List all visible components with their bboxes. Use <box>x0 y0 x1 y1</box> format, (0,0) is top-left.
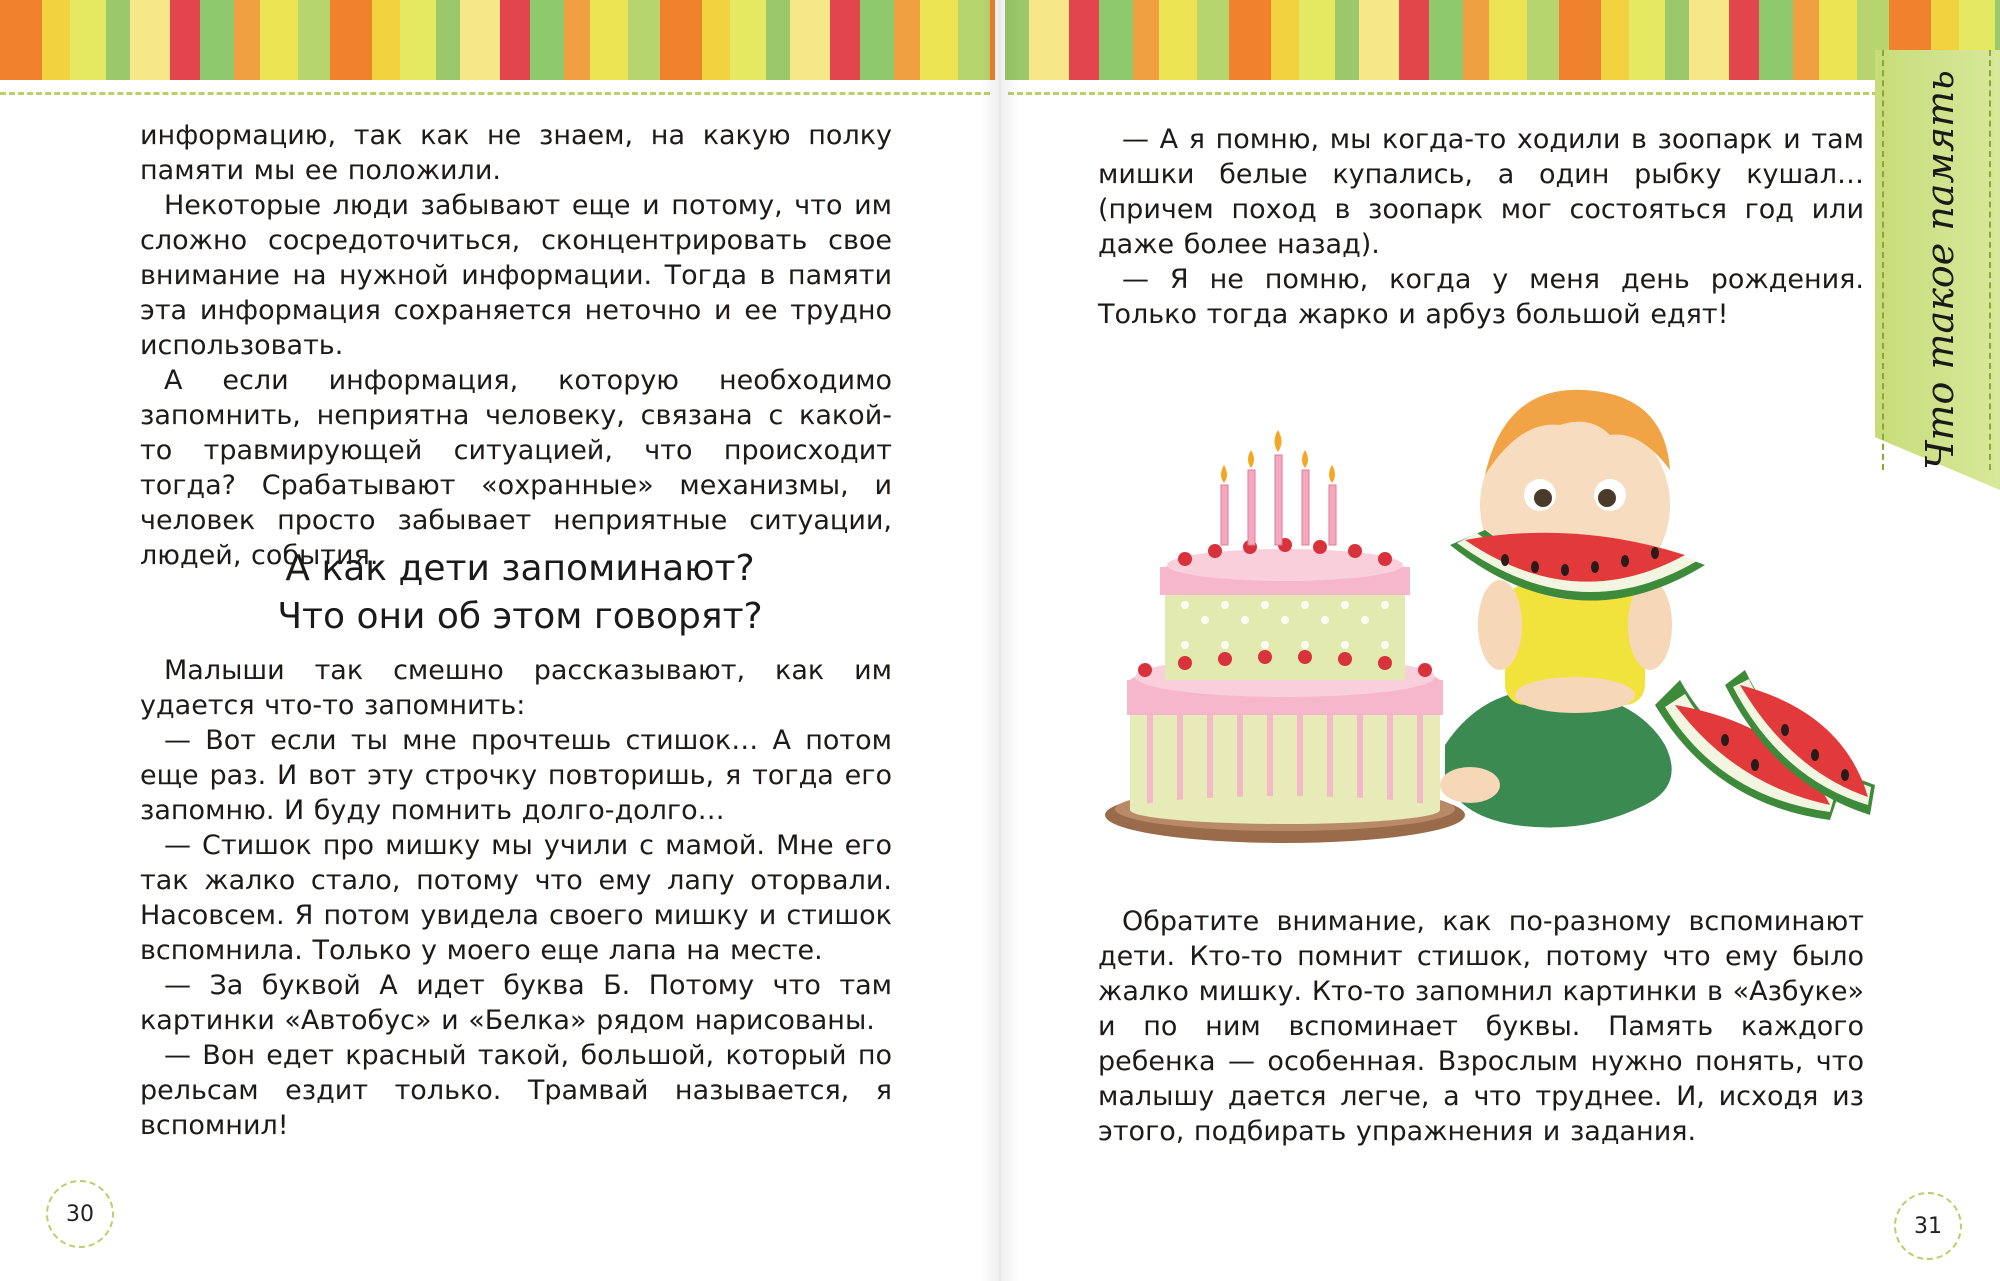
paragraph: А если информация, которую необходимо запомнить, неприятна человеку, связана с какой-то травмирующей ситуацией, что происходит тогда? Срабатывают «охранные» механизмы, и человек просто забывает неприятные ситуации, людей, события. <box>140 365 892 571</box>
stripe <box>730 0 766 80</box>
dashed-divider-right <box>1008 92 1878 95</box>
stripe <box>766 0 790 80</box>
stripe <box>1759 0 1793 80</box>
stripe <box>1099 0 1133 80</box>
paragraph: — Вот если ты мне прочтешь стишок… А потом еще раз. И вот эту строчку повторишь, я тогда его запомню. И буду помнить долго-долго… <box>140 725 892 826</box>
stripe <box>1729 0 1759 80</box>
page-number-left: 30 <box>46 1180 114 1248</box>
stripe <box>234 0 260 80</box>
birthday-cake-and-boy-eating-watermelon-icon <box>1085 345 1875 865</box>
paragraph: Обратите внимание, как по-разному вспоминают дети. Кто-то помнит стишок, потому что ему было жалко мишку. Кто-то запомнил картинки в «Азбуке» и по ним вспоминает буквы. Память каждого ребенка — особенная. Взрослым нужно понять, что малышу дается легче, а что труднее. И, исходя из этого, подбирать упражнения и задания. <box>1098 906 1864 1147</box>
stripe <box>920 0 958 80</box>
stripe <box>260 0 298 80</box>
stripe <box>1819 0 1857 80</box>
header-stripes-left <box>0 0 995 80</box>
stripe <box>1689 0 1729 80</box>
stripe <box>1463 0 1489 80</box>
heading-line-1: А как дети запоминают? <box>285 548 755 589</box>
left-page-text-bottom <box>140 653 892 1143</box>
paragraph: Некоторые люди забывают еще и потому, что им сложно сосредоточиться, сконцентрировать свое внимание на нужной информации. Тогда в памяти эта информация сохраняется неточно и ее трудно использовать. <box>140 190 892 361</box>
chapter-title: Что такое память <box>1918 70 1962 470</box>
stripe <box>70 0 106 80</box>
stripe <box>1793 0 1819 80</box>
stripe <box>1133 0 1159 80</box>
stripe <box>590 0 628 80</box>
paragraph: информацию, так как не знаем, на какую полку памяти мы ее положили. <box>140 120 892 186</box>
right-page-text-bottom <box>1098 904 1864 1149</box>
paragraph: — За буквой А идет буква Б. Потому что там картинки «Автобус» и «Белка» рядом нарисованы. <box>140 970 892 1036</box>
stripe <box>1559 0 1601 80</box>
stripe <box>1229 0 1271 80</box>
stripe <box>628 0 660 80</box>
stripe <box>200 0 234 80</box>
stripe <box>500 0 530 80</box>
stripe <box>830 0 860 80</box>
paragraph: — Я не помню, когда у меня день рождения. Только тогда жарко и арбуз большой едят! <box>1098 264 1864 330</box>
stripe <box>1629 0 1665 80</box>
section-heading <box>140 545 900 641</box>
stripe <box>660 0 702 80</box>
stripe <box>1335 0 1359 80</box>
stripe <box>860 0 894 80</box>
stripe <box>1399 0 1429 80</box>
stripe <box>436 0 460 80</box>
heading-line-2: Что они об этом говорят? <box>277 596 763 637</box>
stripe <box>1029 0 1069 80</box>
stripe <box>702 0 730 80</box>
stripe <box>130 0 170 80</box>
stripe <box>42 0 70 80</box>
stripe <box>106 0 130 80</box>
stripe <box>0 0 42 80</box>
stripe <box>1429 0 1463 80</box>
stripe <box>790 0 830 80</box>
left-page-text-top <box>140 118 892 573</box>
stripe <box>460 0 500 80</box>
paragraph: — А я помню, мы когда-то ходили в зоопарк и там мишки белые купались, а один рыбку кушал… (причем поход в зоопарк мог состояться год или даже более назад). <box>1098 124 1864 260</box>
stripe <box>1527 0 1559 80</box>
stripe <box>894 0 920 80</box>
paragraph: — Стишок про мишку мы учили с мамой. Мне его так жалко стало, потому что ему лапу оторвали. Насовсем. Я потом увидела своего мишку и стишок вспомнила. Только у моего еще лапа на месте. <box>140 830 892 966</box>
paragraph: Малыши так смешно рассказывают, как им удается что-то запомнить: <box>140 655 892 721</box>
stripe <box>1359 0 1399 80</box>
stripe <box>170 0 200 80</box>
right-page-text-top <box>1098 122 1864 332</box>
stripe <box>1489 0 1527 80</box>
stripe <box>1271 0 1299 80</box>
stripe <box>1601 0 1629 80</box>
stripe <box>400 0 436 80</box>
stripe <box>530 0 564 80</box>
stripe <box>1159 0 1197 80</box>
stripe <box>1665 0 1689 80</box>
header-stripes-right <box>1005 0 2000 80</box>
stripe <box>1069 0 1099 80</box>
stripe <box>1299 0 1335 80</box>
paragraph: — Вон едет красный такой, большой, который по рельсам ездит только. Трамвай называется, я вспомнил! <box>140 1040 892 1141</box>
book-gutter <box>980 0 1020 1281</box>
dashed-divider-left <box>0 92 990 95</box>
stripe <box>372 0 400 80</box>
stripe <box>330 0 372 80</box>
page-number-right: 31 <box>1894 1192 1962 1260</box>
stripe <box>1197 0 1229 80</box>
stripe <box>298 0 330 80</box>
stripe <box>564 0 590 80</box>
